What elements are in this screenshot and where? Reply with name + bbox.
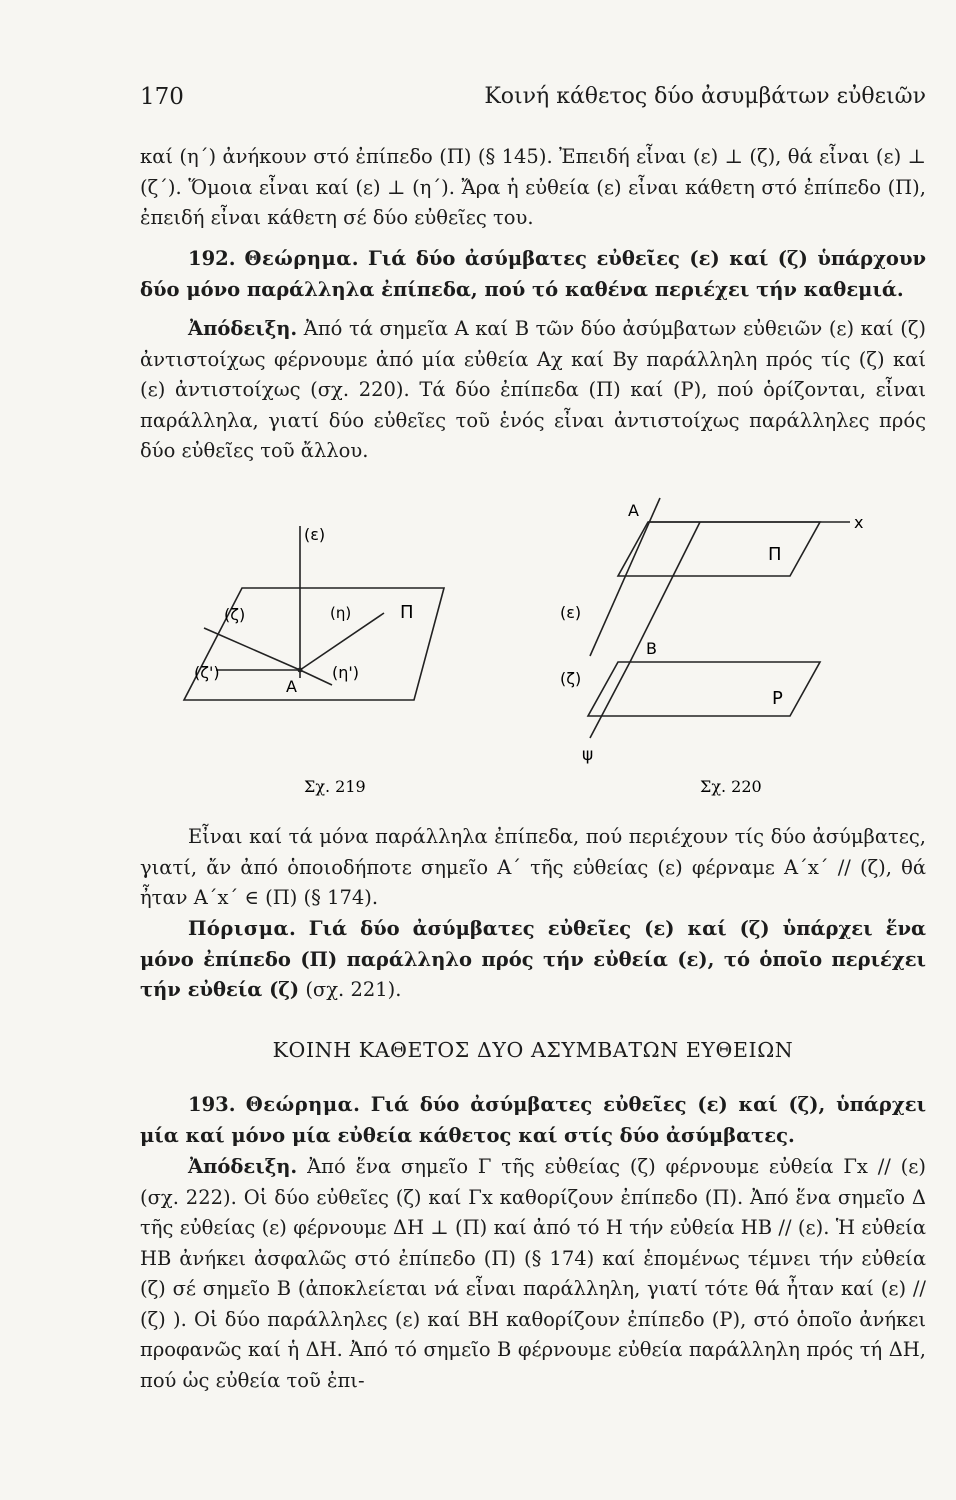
plane-rho — [588, 662, 820, 716]
label-zeta: (ζ) — [560, 669, 582, 688]
label-epsilon: (ε) — [560, 603, 582, 622]
label-rho: P — [772, 688, 783, 709]
label-x: x — [854, 513, 864, 532]
label-pi: Π — [400, 602, 414, 623]
proof-193 — [140, 1152, 926, 1396]
page-number: 170 — [140, 84, 184, 110]
figure-219 — [154, 488, 484, 808]
proof-text: Ἀπό τά σημεῖα Α καί Β τῶν δύο ἀσύμβατων εὐθειῶν (ε) καί (ζ) ἀντιστοίχως φέρνουμε ἀπό μία εὐθεία Αχ καί Βy παράλληλη πρός τίς (ζ) καί (ε) ἀντιστοίχως (σχ. 220). Τά δύο ἐπίπεδα (Π) καί (Ρ), πού ὁρίζονται, εἶναι παράλληλα, γιατί δύο εὐθεῖες τοῦ ἑνός εἶναι ἀντιστοίχως παράλληλες πρός δύο εὐθεῖες τοῦ ἄλλου. — [140, 317, 926, 462]
line-eta-prime — [300, 670, 332, 685]
section-heading: ΚΟΙΝΗ ΚΑΘΕΤΟΣ ΔΥΟ ΑΣΥΜΒΑΤΩΝ ΕΥΘΕΙΩΝ — [272, 1038, 794, 1062]
label-zeta: (ζ) — [224, 605, 246, 624]
paragraph-uniqueness — [140, 822, 926, 914]
paragraph-continuation — [140, 142, 926, 234]
label-zeta-prime: (ζ') — [194, 663, 220, 682]
theorem-text: Γιά δύο ἀσύμβατες εὐθεῖες (ε) καί (ζ), ὑπάρχει μία καί μόνο μία εὐθεία κάθετος καί στίς δύο ἀσύμβατες. — [140, 1093, 927, 1147]
caption-219: Σχ. 219 — [304, 777, 366, 796]
theorem-192 — [140, 244, 926, 305]
point-a-dot — [298, 668, 303, 673]
page-header — [140, 84, 926, 118]
figures-area — [140, 488, 926, 808]
proof-text: Ἀπό ἕνα σημεῖο Γ τῆς εὐθείας (ζ) φέρνουμε εὐθεία Γx // (ε) (σχ. 222). Οἱ δύο εὐθεῖες (ζ) καί Γx καθορίζουν ἐπίπεδο (Π). Ἀπό ἕνα σημεῖο Δ τῆς εὐθείας (ε) φέρνουμε ΔΗ ⊥ (Π) καί ἀπό τό Η τήν εὐθεία ΗΒ // (ε). Ἡ εὐθεία ΗΒ ἀνήκει ἀσφαλῶς στό ἐπίπεδο (Π) (§ 174) καί ἑπομένως τέμνει τήν εὐθεία (ζ) σέ σημεῖο Β (ἀποκλείεται νά εἶναι παράλληλη, γιατί τότε θά ἦταν καί (ε) // (ζ) ). Οἱ δύο παράλληλες (ε) καί ΒΗ καθορίζουν ἐπίπεδο (Ρ), στό ὁποῖο ἀνήκει προφανῶς καί ἡ ΔΗ. Ἀπό τό σημεῖο Β φέρνουμε εὐθεία παράλληλη πρός τή ΔΗ, πού ὡς εὐθεία τοῦ ἐπι- — [140, 1155, 926, 1392]
label-pi: Π — [768, 544, 782, 565]
theorem-text: Γιά δύο ἀσύμβατες εὐθεῖες (ε) καί (ζ) ὑπάρχουν δύο μόνο παράλληλα ἐπίπεδα, πού τό καθένα περιέχει τήν καθεμιά. — [140, 247, 927, 301]
proof-192 — [140, 314, 926, 467]
label-point-b: B — [646, 639, 657, 658]
label-eta-prime: (η') — [332, 663, 360, 682]
proof-label: Ἀπόδειξη. — [188, 1155, 298, 1178]
theorem-193 — [140, 1090, 926, 1151]
label-epsilon: (ε) — [304, 525, 326, 544]
corollary-ref: (σχ. 221). — [305, 978, 402, 1001]
proof-label: Ἀπόδειξη. — [188, 317, 298, 340]
label-eta: (η) — [330, 604, 352, 622]
label-point-a: A — [286, 677, 297, 696]
plane-pi — [618, 522, 820, 576]
corollary-label: Πόρισμα. — [188, 917, 297, 940]
theorem-label: Θεώρημα. — [244, 247, 360, 270]
caption-220: Σχ. 220 — [700, 777, 762, 796]
running-title: Κοινή κάθετος δύο ἀσυμβάτων εὐθειῶν — [484, 84, 926, 109]
theorem-number: 193. — [188, 1093, 236, 1116]
label-point-a: A — [628, 501, 639, 520]
corollary-text: Γιά δύο ἀσύμβατες εὐθεῖες (ε) καί (ζ) ὑπάρχει ἕνα μόνο ἐπίπεδο (Π) παράλληλο πρός τήν εὐθεία (ε), τό ὁποῖο περιέχει τήν εὐθεία (ζ) — [140, 917, 927, 1001]
theorem-number: 192. — [188, 247, 236, 270]
paragraph-text: καί (η΄) ἀνήκουν στό ἐπίπεδο (Π) (§ 145). Ἐπειδή εἶναι (ε) ⊥ (ζ), θά εἶναι (ε) ⊥ (ζ΄). Ὅμοια εἶναι καί (ε) ⊥ (η΄). Ἄρα ἡ εὐθεία (ε) εἶναι κάθετη στό ἐπίπεδο (Π), ἐπειδή εἶναι κάθετη σέ δύο εὐθεῖες του. — [140, 145, 926, 229]
theorem-label: Θεώρημα. — [245, 1093, 361, 1116]
label-psi: ψ — [582, 745, 594, 765]
paragraph-text: Εἶναι καί τά μόνα παράλληλα ἐπίπεδα, πού περιέχουν τίς δύο ἀσύμβατες, γιατί, ἄν ἀπό ὁποιοδήποτε σημεῖο Α΄ τῆς εὐθείας (ε) φέρναμε Α΄x΄ // (ζ), θά ἦταν Α΄x΄ ∈ (Π) (§ 174). — [140, 825, 926, 909]
corollary — [140, 914, 926, 1006]
figure-220 — [550, 488, 910, 808]
